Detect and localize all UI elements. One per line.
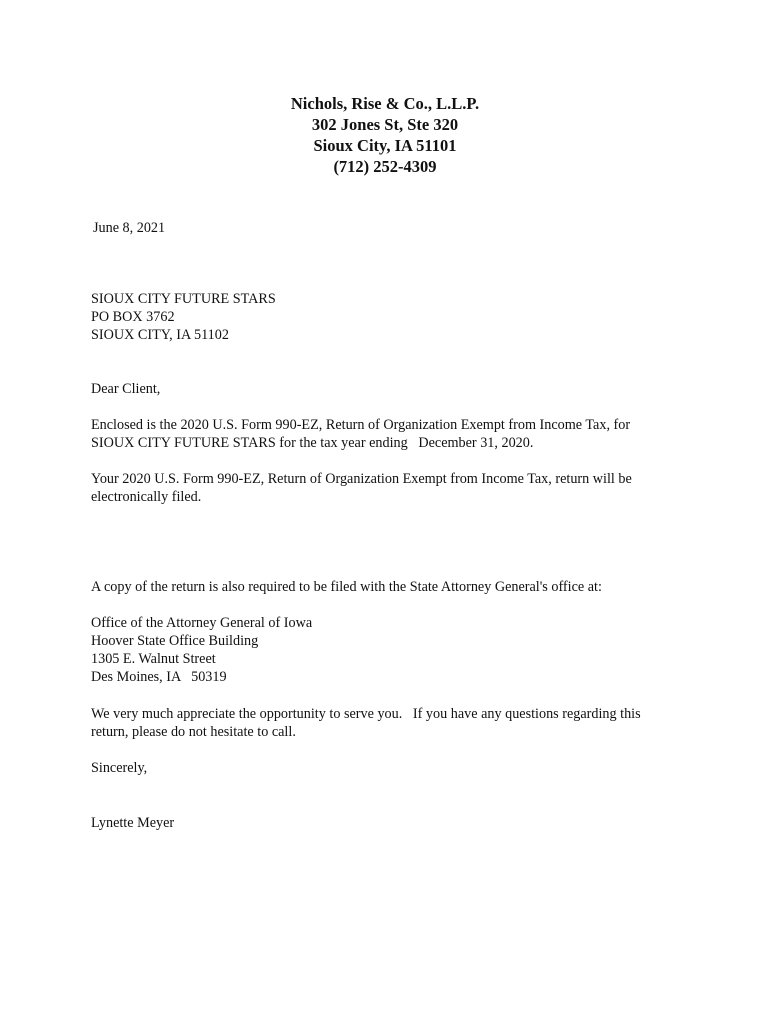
- recipient-address-line2: SIOUX CITY, IA 51102: [91, 327, 229, 343]
- paragraph3: A copy of the return is also required to be filed with the State Attorney General's office at:: [91, 579, 602, 595]
- firm-city-state-zip: Sioux City, IA 51101: [313, 136, 457, 155]
- ag-office-line2: Hoover State Office Building: [91, 633, 259, 649]
- salutation: Dear Client,: [91, 381, 161, 397]
- signature-name: Lynette Meyer: [91, 815, 175, 831]
- ag-office-line1: Office of the Attorney General of Iowa: [91, 615, 313, 631]
- paragraph2-line2: electronically filed.: [91, 489, 202, 505]
- firm-street: 302 Jones St, Ste 320: [311, 115, 459, 134]
- closing: Sincerely,: [91, 760, 148, 776]
- recipient-address-line1: PO BOX 3762: [91, 309, 175, 325]
- paragraph4-line1: We very much appreciate the opportunity to serve you. If you have any questions regarding this: [91, 706, 641, 722]
- paragraph2-line1: Your 2020 U.S. Form 990-EZ, Return of Organization Exempt from Income Tax, return will be: [91, 471, 632, 487]
- firm-phone: (712) 252-4309: [333, 157, 437, 176]
- paragraph1-line2: SIOUX CITY FUTURE STARS for the tax year ending December 31, 2020.: [91, 435, 534, 451]
- paragraph4-line2: return, please do not hesitate to call.: [91, 724, 296, 740]
- letter-date: June 8, 2021: [93, 220, 166, 236]
- letterhead: [0, 93, 770, 177]
- ag-office-line4: Des Moines, IA 50319: [91, 669, 227, 685]
- recipient-name: SIOUX CITY FUTURE STARS: [91, 291, 276, 307]
- paragraph1-line1: Enclosed is the 2020 U.S. Form 990-EZ, Return of Organization Exempt from Income Tax, for: [91, 417, 631, 433]
- ag-office-line3: 1305 E. Walnut Street: [91, 651, 216, 667]
- firm-name: Nichols, Rise & Co., L.L.P.: [290, 94, 480, 113]
